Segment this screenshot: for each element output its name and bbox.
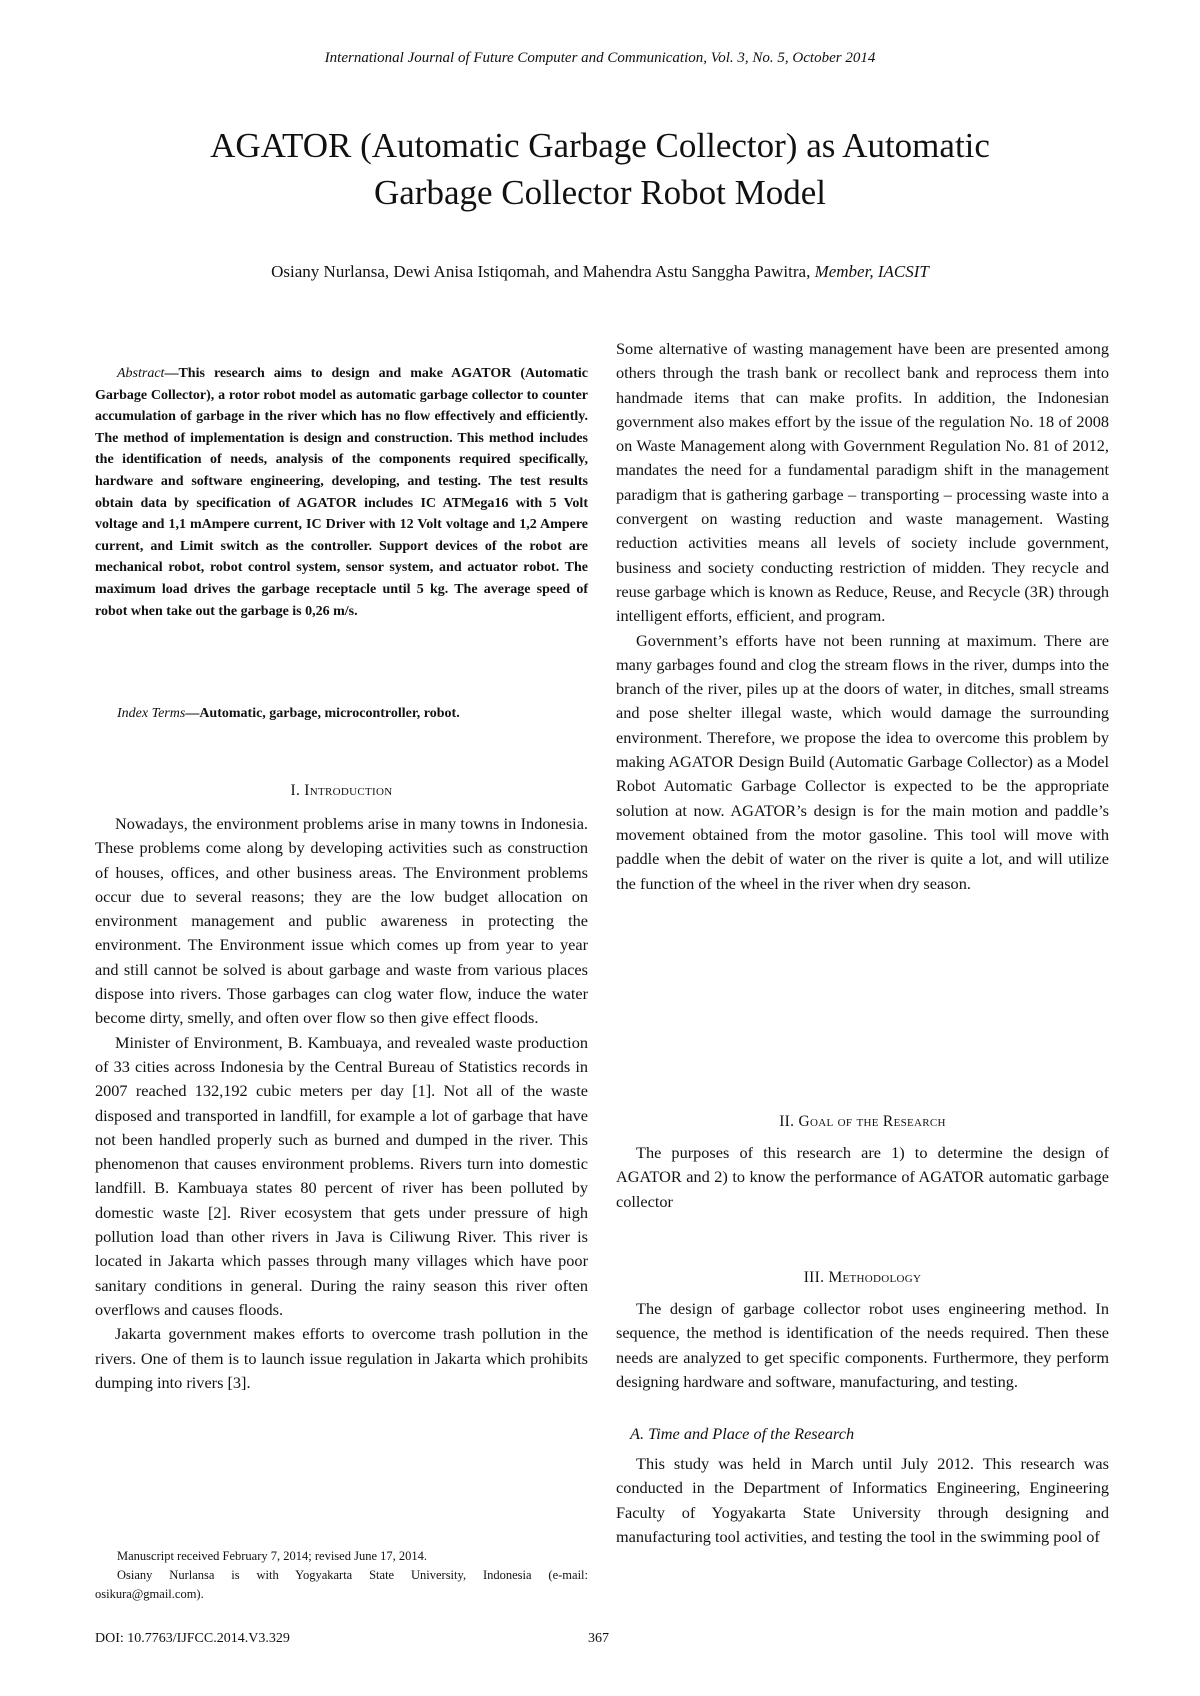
section-heading-goal: II. Goal of the Research xyxy=(779,1113,946,1130)
author-membership: Member, IACSIT xyxy=(814,262,929,281)
doi: DOI: 10.7763/IJFCC.2014.V3.329 xyxy=(95,1631,290,1646)
abstract xyxy=(95,363,588,622)
paragraph: Jakarta government makes efforts to overcome trash pollution in the rivers. One of them is to launch issue regulation in Jakarta which prohibits dumping into rivers [3]. xyxy=(95,1324,588,1392)
index-terms-label: Index Terms xyxy=(117,706,186,721)
footnote-received: Manuscript received February 7, 2014; revised June 17, 2014. xyxy=(117,1549,427,1563)
abstract-text: —This research aims to design and make AGATOR (Automatic Garbage Collector), a rotor robot model as automatic garbage collector to counter accumulation of garbage in the river which has no flow effectively and efficiently. The method of implementation is design and construction. This method includes the identification of needs, analysis of the components required specifically, hardware and software engineering, developing, and testing. The test results obtain data by specification of AGATOR includes IC ATMega16 with 5 Volt voltage and 1,1 mAmpere current, IC Driver with 12 Volt voltage and 1,2 Ampere current, and Limit switch as the controller. Support devices of the robot are mechanical robot, robot control system, sensor system, and actuator robot. The maximum load drives the garbage receptacle until 5 kg. The average speed of robot when take out the garbage is 0,26 m/s. xyxy=(95,366,588,619)
paragraph: Nowadays, the environment problems arise in many towns in Indonesia. These problems come along by developing activities such as construction of houses, offices, and other business areas. The Environment problems occur due to several reasons; they are the low budget allocation on environment management and public awareness in protecting the environment. The Environment issue which comes up from year to year and still cannot be solved is about garbage and waste from various places dispose into rivers. Those garbages can clog water flow, induce the water become dirty, smelly, and often over flow so then give effect floods. xyxy=(95,814,588,1028)
paper-title xyxy=(100,122,1100,216)
goal-body xyxy=(616,1141,1109,1214)
index-terms-text: —Automatic, garbage, microcontroller, robot. xyxy=(185,706,460,721)
page-number: 367 xyxy=(588,1631,609,1646)
author-names: Osiany Nurlansa, Dewi Anisa Istiqomah, and Mahendra Astu Sanggha Pawitra, xyxy=(271,262,811,281)
paragraph: Some alternative of wasting management have been are presented among others through the trash bank or recollect bank and reprocess them into handmade items that can make profits. In addition, the Indonesian government also makes effort by the issue of the regulation No. 18 of 2008 on Waste Management along with Government Regulation No. 81 of 2012, mandates the need for a fundamental paradigm shift in the management paradigm that is gathering garbage – transporting – processing waste into a convergent on wasting reduction and waste management. Wasting reduction activities means all levels of society include government, business and society conducting restriction of midden. They recycle and reuse garbage which is known as Reduce, Reuse, and Recycle (3R) through intelligent efforts, efficient, and program. xyxy=(616,339,1109,626)
subsection-heading-time-place: A. Time and Place of the Research xyxy=(630,1424,855,1443)
paragraph: Government’s efforts have not been running at maximum. There are many garbages found and clog the stream flows in the river, dumps into the branch of the river, piles up at the doors of water, in ditches, small streams and pose shelter illegal waste, which would damage the surrounding environment. Therefore, we propose the idea to overcome this problem by making AGATOR Design Build (Automatic Garbage Collector) as a Model Robot Automatic Garbage Collector is expected to be the appropriate solution at now. AGATOR’s design is for the main motion and paddle’s movement obtained from the motor gasoline. This tool will move with paddle when the debit of water on the river is quite a lot, and will utilize the function of the wheel in the river when dry season. xyxy=(616,630,1109,893)
footnotes xyxy=(95,1547,588,1604)
paragraph: This study was held in March until July 2012. This research was conducted in the Department of Informatics Engineering, Engineering Faculty of Yogyakarta State University through designing and manufacturing tool activities, and testing the tool in the swimming pool of xyxy=(616,1454,1109,1546)
title-line-2: Garbage Collector Robot Model xyxy=(374,173,826,212)
title-line-1: AGATOR (Automatic Garbage Collector) as Automatic xyxy=(210,126,990,165)
section-heading-methodology: III. Methodology xyxy=(803,1269,922,1286)
journal-running-head: International Journal of Future Computer and Communication, Vol. 3, No. 5, October 2014 xyxy=(324,50,876,66)
footnote-affiliation: Osiany Nurlansa is with Yogyakarta State University, Indonesia (e-mail: osikura@gmail.com). xyxy=(95,1568,588,1601)
abstract-label: Abstract xyxy=(117,366,165,381)
introduction-left-body xyxy=(95,812,588,1395)
introduction-right-body xyxy=(616,337,1109,896)
methodology-body xyxy=(616,1297,1109,1394)
paragraph: The purposes of this research are 1) to determine the design of AGATOR and 2) to know the performance of AGATOR automatic garbage collector xyxy=(616,1143,1109,1211)
index-terms xyxy=(95,706,588,722)
paragraph: Minister of Environment, B. Kambuaya, and revealed waste production of 33 cities across Indonesia by the Central Bureau of Statistics records in 2007 reached 132,192 cubic meters per day [1]. Not all of the waste disposed and transported in landfill, for example a lot of garbage that have not been handled properly such as burned and dumped in the river. This phenomenon that causes environment problems. Rivers turn into domestic landfill. B. Kambuaya states 80 percent of river has been polluted by domestic waste [2]. River ecosystem that gets under pressure of high pollution load than other rivers in Java is Ciliwung River. This river is located in Jakarta which passes through many villages which have poor sanitary conditions in general. During the rainy season this river often overflows and causes floods. xyxy=(95,1032,588,1319)
author-list xyxy=(60,262,1140,282)
time-place-body xyxy=(616,1452,1109,1549)
paragraph: The design of garbage collector robot uses engineering method. In sequence, the method is identification of the needs required. Then these needs are analyzed to get specific components. Furthermore, they perform designing hardware and software, manufacturing, and testing. xyxy=(616,1299,1109,1391)
section-heading-introduction: I. Introduction xyxy=(290,782,393,799)
